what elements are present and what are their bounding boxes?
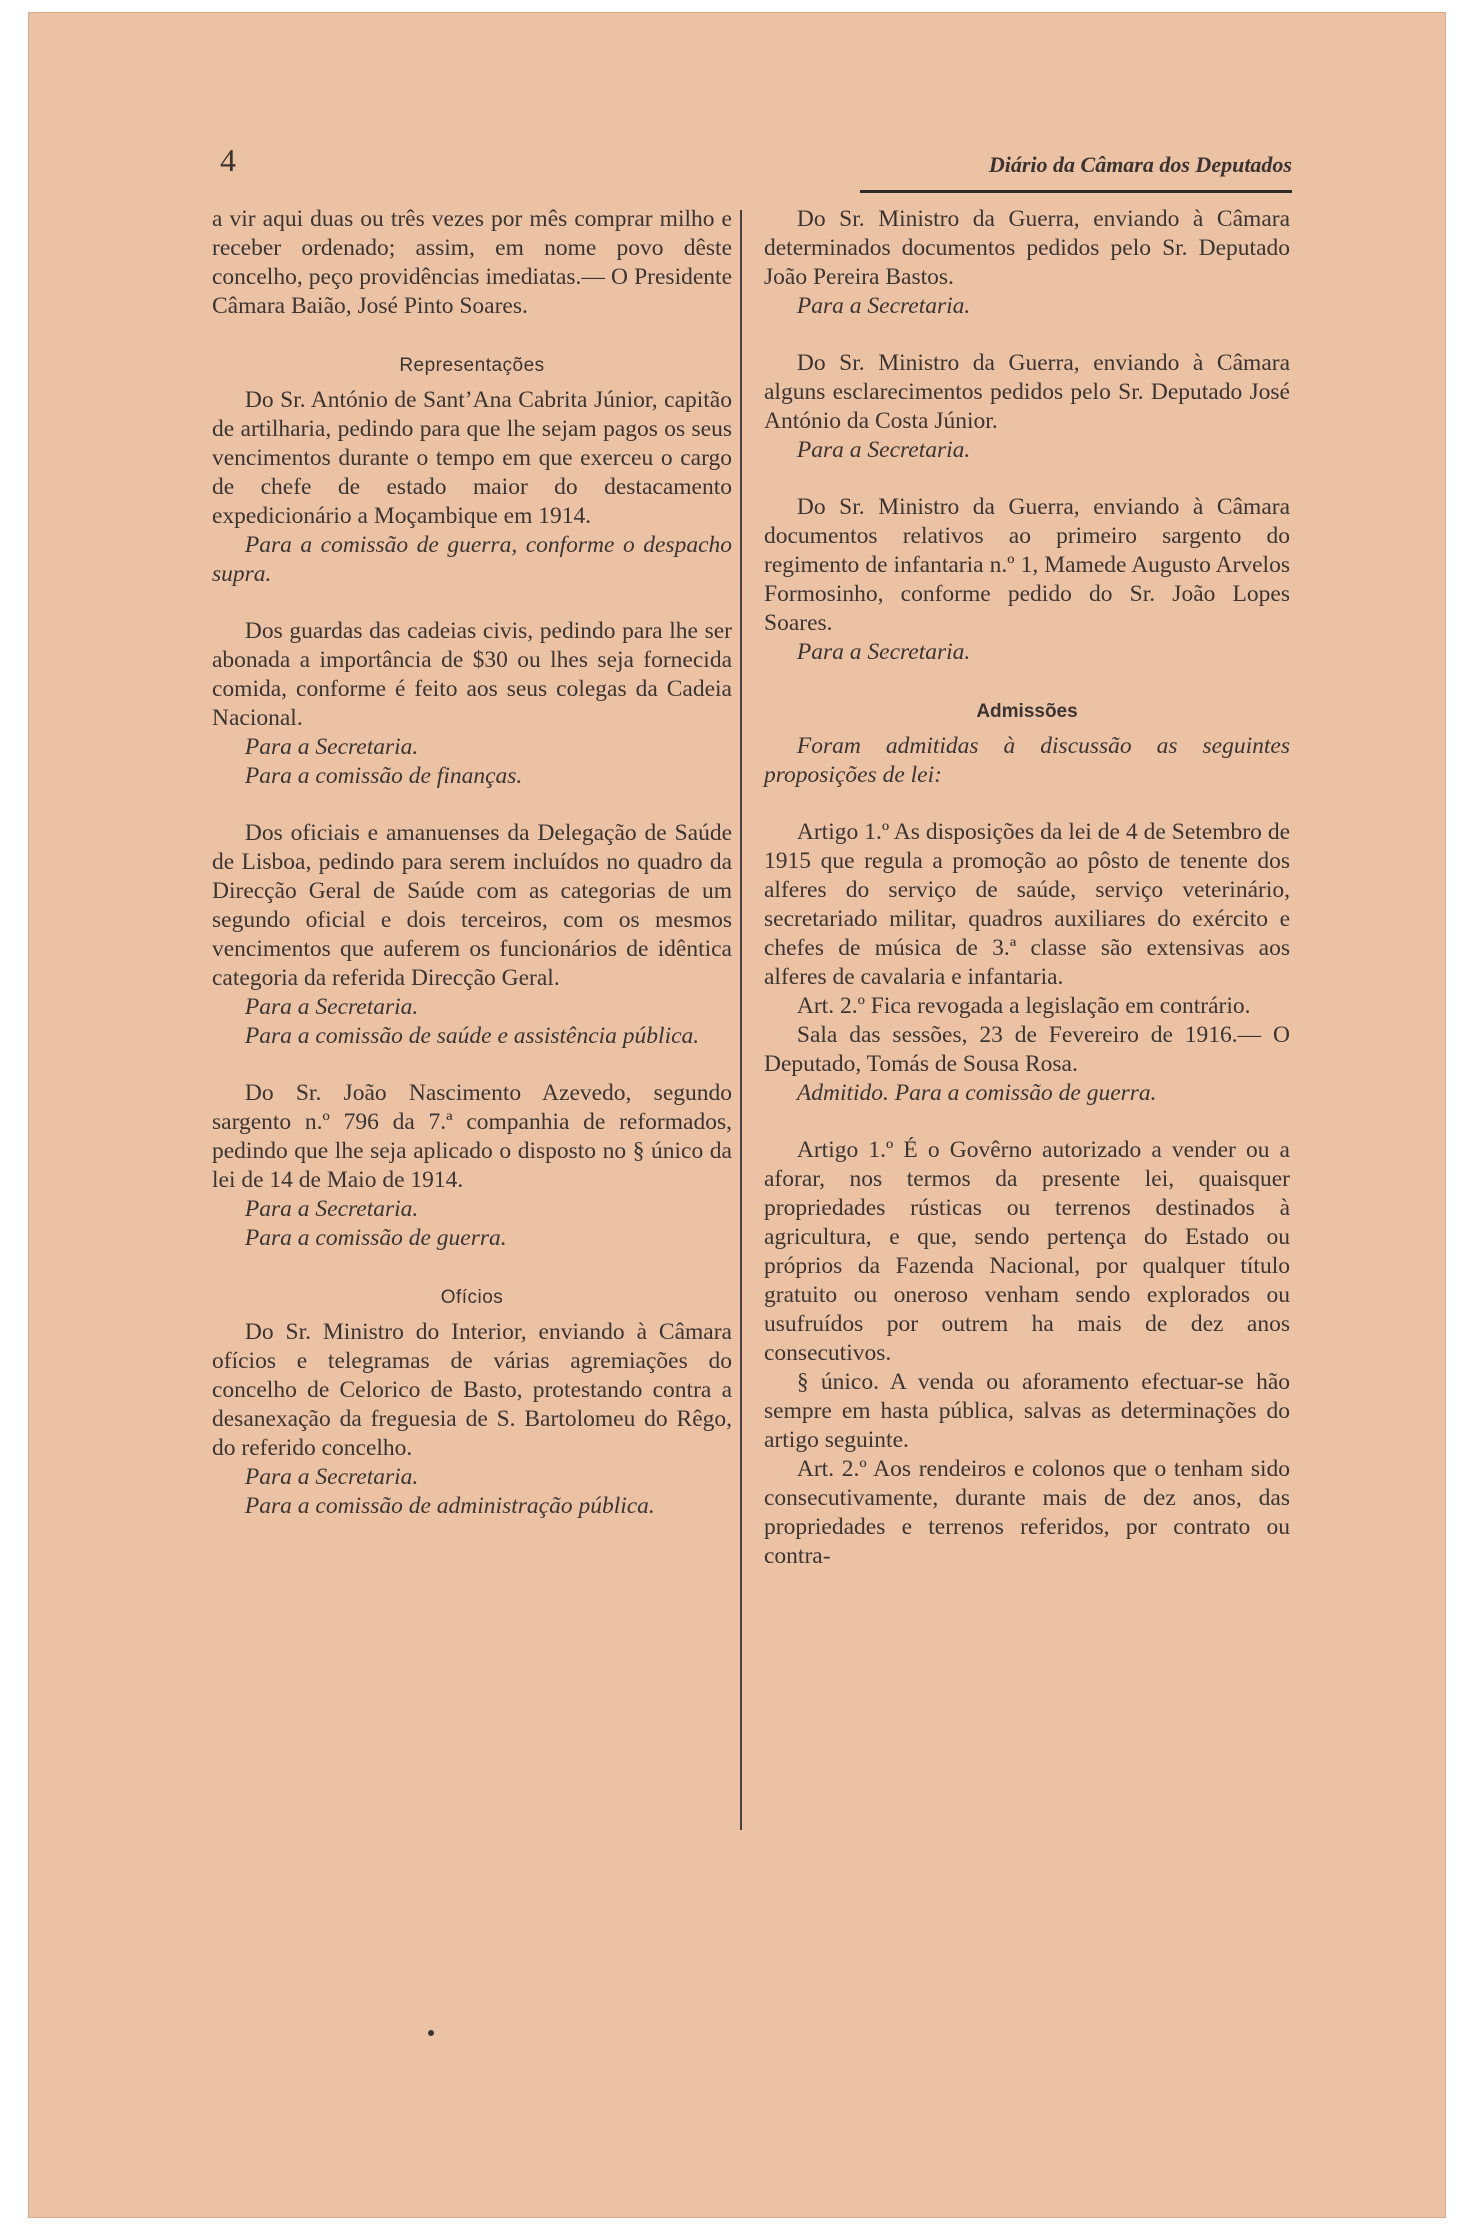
admissions-intro: Foram admitidas à discussão as seguintes proposições de lei: [764, 733, 1290, 788]
referral: Para a Secretaria. [796, 639, 971, 665]
section-heading: Ofícios [440, 1287, 504, 1308]
section-heading: Representações [399, 355, 545, 376]
header-rule [860, 190, 1292, 193]
referral: Para a Secretaria. [244, 1464, 419, 1490]
referral: Admitido. Para a comissão de guerra. [796, 1080, 1157, 1106]
ink-speck [428, 2030, 434, 2036]
article: Art. 2.º Fica revogada a legislação em contrário. [796, 993, 1251, 1019]
paragraph: Do Sr. Ministro da Guerra, enviando à Câmara documentos relativos ao primeiro sargento do regimento de infantaria n.º 1, Mamede Augusto Arvelos Formosinho, conforme pedido do Sr. João Lopes Soares. [764, 494, 1290, 636]
article: Artigo 1.º As disposições da lei de 4 de Setembro de 1915 que regula a promoção ao pôsto de tenente dos alferes do serviço de saúde, serviço veterinário, secretariado militar, quadros auxiliares do exército e chefes de música de 3.ª classe são extensivas aos alferes de cavalaria e infantaria. [764, 819, 1290, 990]
signature-line: Sala das sessões, 23 de Fevereiro de 1916.— O Deputado, Tomás de Sousa Rosa. [764, 1022, 1290, 1077]
article: Art. 2.º Aos rendeiros e colonos que o tenham sido consecutivamente, durante mais de dez anos, das propriedades e terrenos referidos, por contrato ou contra- [764, 1456, 1290, 1569]
referral: Para a comissão de guerra, conforme o despacho supra. [212, 532, 732, 587]
column-divider [740, 210, 742, 1830]
page-number: 4 [220, 142, 236, 178]
right-column [764, 205, 1290, 1571]
referral: Para a comissão de finanças. [244, 763, 523, 789]
referral: Para a Secretaria. [796, 293, 971, 319]
section-heading: Admissões [976, 701, 1078, 722]
paragraph: Do Sr. João Nascimento Azevedo, segundo sargento n.º 796 da 7.ª companhia de reformados, pedindo que lhe seja aplicado o disposto no § único da lei de 14 de Maio de 1914. [212, 1080, 732, 1193]
paragraph: Do Sr. Ministro da Guerra, enviando à Câmara determinados documentos pedidos pelo Sr. Deputado João Pereira Bastos. [764, 206, 1290, 290]
referral: Para a Secretaria. [244, 994, 419, 1020]
paragraph: Do Sr. António de Sant’Ana Cabrita Júnior, capitão de artilharia, pedindo para que lhe sejam pagos os seus vencimentos durante o tempo em que exerceu o cargo de chefe de estado maior do destacamento expedicionário a Moçambique em 1914. [212, 387, 732, 529]
referral: Para a comissão de guerra. [244, 1225, 507, 1251]
referral: Para a Secretaria. [244, 734, 419, 760]
referral: Para a Secretaria. [796, 437, 971, 463]
running-title: Diário da Câmara dos Deputados [988, 152, 1292, 177]
referral: Para a comissão de administração pública. [244, 1493, 655, 1519]
paragraph: Dos oficiais e amanuenses da Delegação de Saúde de Lisboa, pedindo para serem incluídos no quadro da Direcção Geral de Saúde com as categorias de um segundo oficial e dois terceiros, com os mesmos vencimentos que auferem os funcionários de idêntica categoria da referida Direcção Geral. [212, 820, 732, 991]
referral: Para a Secretaria. [244, 1196, 419, 1222]
article: Artigo 1.º É o Govêrno autorizado a vender ou a aforar, nos termos da presente lei, quaisquer propriedades rústicas ou terrenos destinados à agricultura, e que, sendo pertença do Estado ou próprios da Fazenda Nacional, por qualquer título gratuito ou oneroso venham sendo explorados ou usufruídos por outrem ha mais de dez anos consecutivos. [764, 1137, 1290, 1366]
paragraph: Do Sr. Ministro da Guerra, enviando à Câmara alguns esclarecimentos pedidos pelo Sr. Deputado José António da Costa Júnior. [764, 350, 1290, 434]
referral: Para a comissão de saúde e assistência pública. [244, 1023, 700, 1049]
left-column [212, 205, 732, 1521]
paragraph: Dos guardas das cadeias civis, pedindo para lhe ser abonada a importância de $30 ou lhes seja fornecida comida, conforme é feito aos seus colegas da Cadeia Nacional. [212, 618, 732, 731]
paragraph: a vir aqui duas ou três vezes por mês comprar milho e receber ordenado; assim, em nome povo dêste concelho, peço providências imediatas.— O Presidente Câmara Baião, José Pinto Soares. [212, 206, 732, 319]
article: § único. A venda ou aforamento efectuar-se hão sempre em hasta pública, salvas as determinações do artigo seguinte. [764, 1369, 1290, 1453]
paragraph: Do Sr. Ministro do Interior, enviando à Câmara ofícios e telegramas de várias agremiações do concelho de Celorico de Basto, protestando contra a desanexação da freguesia de S. Bartolomeu do Rêgo, do referido concelho. [212, 1319, 732, 1461]
